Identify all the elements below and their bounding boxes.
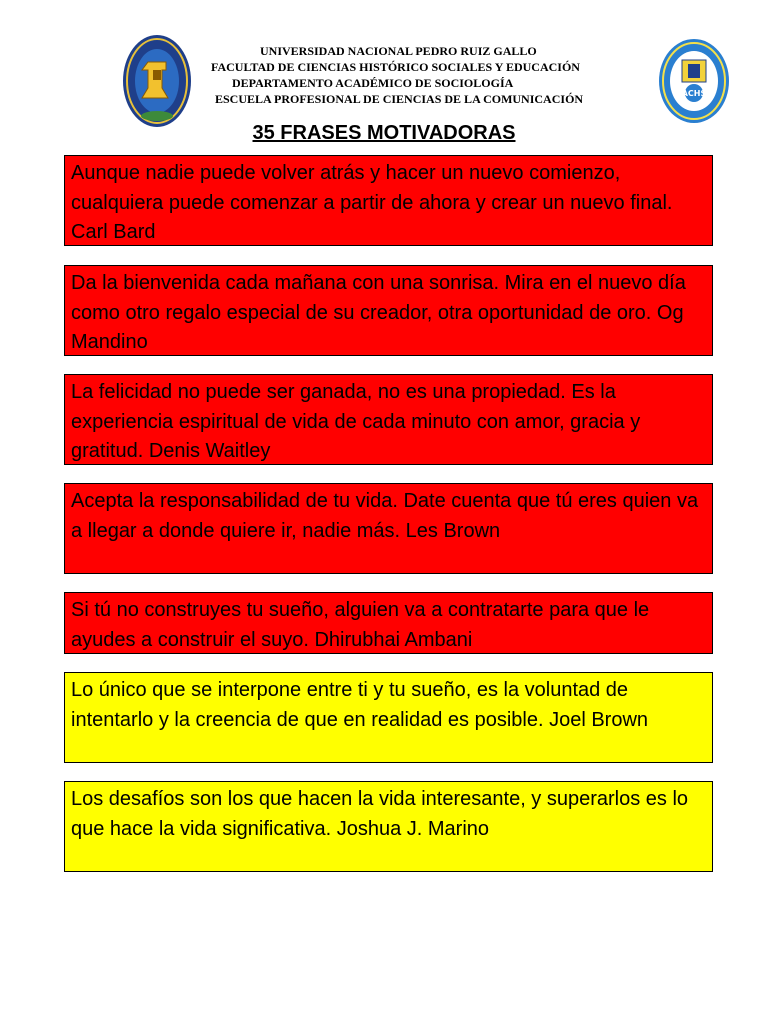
- achs-logo-text: ACHS: [681, 89, 707, 98]
- quote-text: La felicidad no puede ser ganada, no es una propiedad. Es la experiencia espiritual de vida de cada minuto con amor, gracia y gratitud. Denis Waitley: [71, 381, 641, 462]
- quote-text: Acepta la responsabilidad de tu vida. Date cuenta que tú eres quien va a llegar a donde quiere ir, nadie más. Les Brown: [71, 490, 699, 542]
- quote-box: [64, 374, 713, 465]
- quote-box: [64, 265, 713, 356]
- quote-text: Aunque nadie puede volver atrás y hacer un nuevo comienzo, cualquiera puede comenzar a partir de ahora y crear un nuevo final. Carl Bard: [71, 162, 673, 243]
- quote-box: [64, 155, 713, 246]
- achs-seal-icon: [658, 38, 730, 124]
- header-university: UNIVERSIDAD NACIONAL PEDRO RUIZ GALLO: [260, 44, 537, 58]
- header-department: DEPARTAMENTO ACADÉMICO DE SOCIOLOGÍA: [232, 76, 514, 90]
- header-school: ESCUELA PROFESIONAL DE CIENCIAS DE LA COMUNICACIÓN: [215, 92, 584, 106]
- institution-header: [200, 43, 584, 107]
- quote-text: Lo único que se interpone entre ti y tu sueño, es la voluntad de intentarlo y la creencia de que en realidad es posible. Joel Brown: [71, 679, 649, 731]
- quote-text: Los desafíos son los que hacen la vida interesante, y superarlos es lo que hace la vida significativa. Joshua J. Marino: [71, 788, 689, 840]
- header-faculty: FACULTAD DE CIENCIAS HISTÓRICO SOCIALES Y EDUCACIÓN: [211, 60, 580, 74]
- quote-box: [64, 483, 713, 574]
- quote-box: [64, 592, 713, 654]
- quote-text: Da la bienvenida cada mañana con una sonrisa. Mira en el nuevo día como otro regalo especial de su creador, otra oportunidad de oro. Og Mandino: [71, 272, 686, 353]
- page-title: [0, 122, 768, 145]
- page-title-text: 35 FRASES MOTIVADORAS: [252, 122, 516, 144]
- quote-text: Si tú no construyes tu sueño, alguien va a contratarte para que le ayudes a construir el suyo. Dhirubhai Ambani: [71, 599, 650, 651]
- quote-box: [64, 781, 713, 872]
- quote-box: [64, 672, 713, 763]
- university-seal-icon: [122, 34, 192, 128]
